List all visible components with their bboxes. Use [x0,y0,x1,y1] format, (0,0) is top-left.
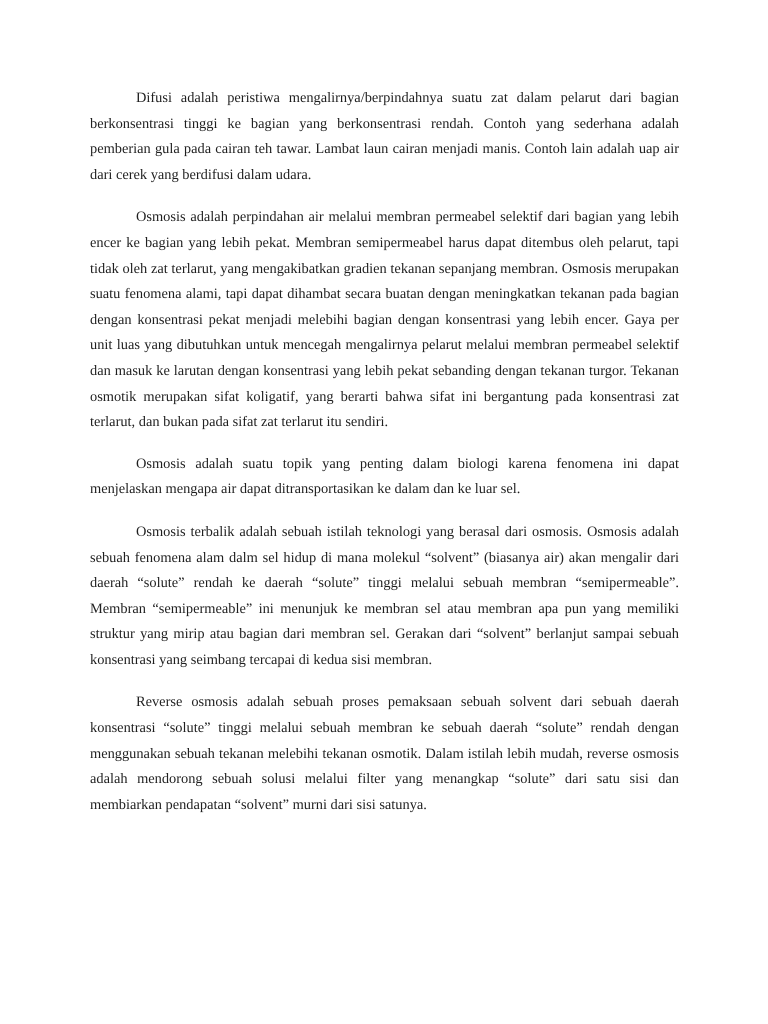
paragraph-osmosis-terbalik: Osmosis terbalik adalah sebuah istilah teknologi yang berasal dari osmosis. Osmosis adalah sebuah fenomena alam dalm sel hidup di mana molekul “solvent” (biasanya air) akan mengalir dari daerah “solute” rendah ke daerah “solute” tinggi melalui sebuah membran “semipermeable”. Membran “semipermeable” ini menunjuk ke membran sel atau membran apa pun yang memiliki struktur yang mirip atau bagian dari membran sel. Gerakan dari “solvent” berlanjut sampai sebuah konsentrasi yang seimbang tercapai di kedua sisi membran. [90,523,679,668]
paragraph-osmosis-biology: Osmosis adalah suatu topik yang penting dalam biologi karena fenomena ini dapat menjelaskan mengapa air dapat ditransportasikan ke dalam dan ke luar sel. [90,455,679,498]
paragraph-difusi: Difusi adalah peristiwa mengalirnya/berpindahnya suatu zat dalam pelarut dari bagian berkonsentrasi tinggi ke bagian yang berkonsentrasi rendah. Contoh yang sederhana adalah pemberian gula pada cairan teh tawar. Lambat laun cairan menjadi manis. Contoh lain adalah uap air dari cerek yang berdifusi dalam udara. [90,90,679,183]
paragraph-reverse-osmosis: Reverse osmosis adalah sebuah proses pemaksaan sebuah solvent dari sebuah daerah konsentrasi “solute” tinggi melalui sebuah membran ke sebuah daerah “solute” rendah dengan menggunakan sebuah tekanan melebihi tekanan osmotik. Dalam istilah lebih mudah, reverse osmosis adalah mendorong sebuah solusi melalui filter yang menangkap “solute” dari satu sisi dan membiarkan pendapatan “solvent” murni dari sisi satunya. [90,694,679,813]
document-page [90,86,679,836]
paragraph-osmosis-definition: Osmosis adalah perpindahan air melalui membran permeabel selektif dari bagian yang lebih encer ke bagian yang lebih pekat. Membran semipermeabel harus dapat ditembus oleh pelarut, tapi tidak oleh zat terlarut, yang mengakibatkan gradien tekanan sepanjang membran. Osmosis merupakan suatu fenomena alami, tapi dapat dihambat secara buatan dengan meningkatkan tekanan pada bagian dengan konsentrasi pekat menjadi melebihi bagian dengan konsentrasi yang lebih encer. Gaya per unit luas yang dibutuhkan untuk mencegah mengalirnya pelarut melalui membran permeabel selektif dan masuk ke larutan dengan konsentrasi yang lebih pekat sebanding dengan tekanan turgor. Tekanan osmotik merupakan sifat koligatif, yang berarti bahwa sifat ini bergantung pada konsentrasi zat terlarut, dan bukan pada sifat zat terlarut itu sendiri. [90,209,679,431]
